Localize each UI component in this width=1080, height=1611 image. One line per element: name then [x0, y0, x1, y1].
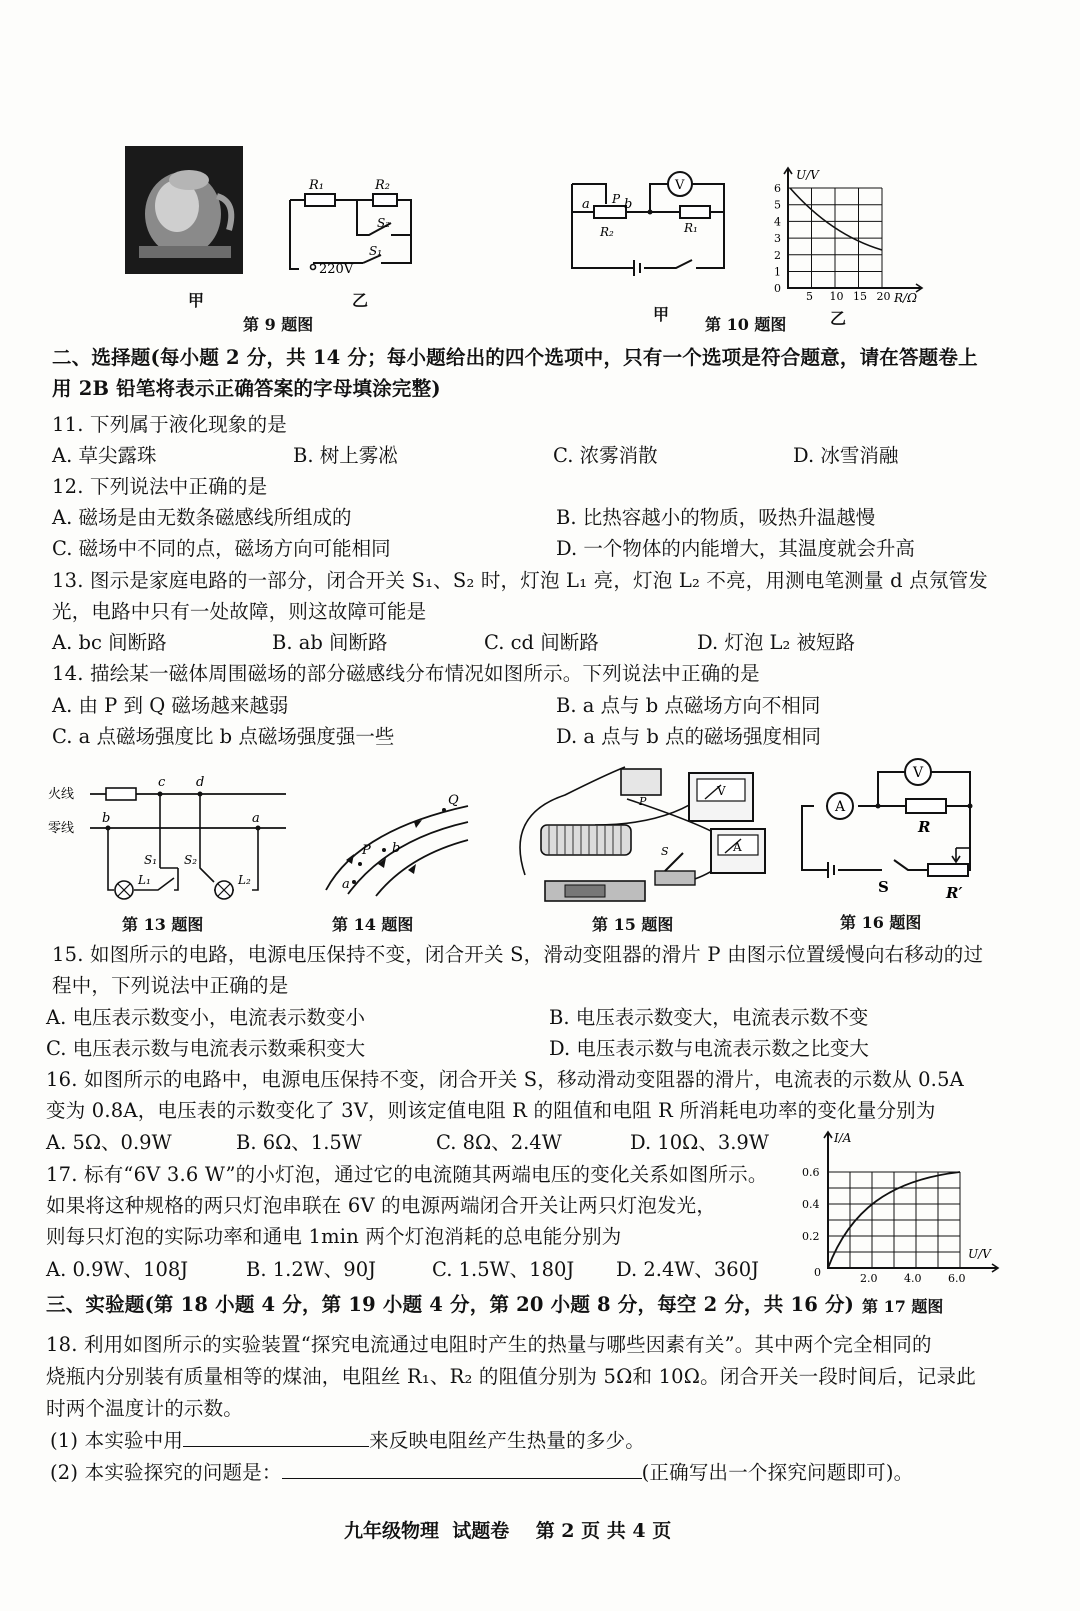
fig10-left-label: 甲 [653, 305, 670, 324]
page-footer: 九年级物理 试题卷 第 2 页 共 4 页 [344, 1520, 672, 1542]
q14-stem: 14. 描绘某一磁体周围磁场的部分磁感线分布情况如图所示。下列说法中正确的是 [52, 662, 760, 685]
section3-title: 三、实验题(第 18 小题 4 分，第 19 小题 4 分，第 20 小题 8 分，每空 2 分，共 16 分) [46, 1293, 855, 1316]
q17-option-d: D. 2.4W、360J [616, 1258, 759, 1281]
fig13-b-label: b [102, 811, 111, 826]
fig17-xaxis-label: U/V [968, 1247, 991, 1261]
fig14-field-lines [318, 790, 478, 900]
fig10-grid [788, 188, 882, 288]
section2-line2: 用 2B 铅笔将表示正确答案的字母填涂完整) [52, 377, 441, 400]
q18-line3: 时两个温度计的示数。 [46, 1397, 244, 1420]
fig9-caption: 第 9 题图 [243, 315, 314, 334]
fig10-xaxis-label: R/Ω [894, 291, 918, 305]
fig10-xtick: 10 [829, 290, 844, 303]
fig17-ytick: 0 [814, 1266, 821, 1279]
fig15-a-label: A [733, 840, 742, 854]
q17-option-a: A. 0.9W、108J [46, 1258, 189, 1281]
q14-option-d: D. a 点与 b 点的磁场强度相同 [556, 725, 822, 748]
fig10-r2-label: R₂ [600, 225, 614, 239]
fig9-s1-label: S₁ [369, 244, 383, 258]
q13-line1: 13. 图示是家庭电路的一部分，闭合开关 S₁、S₂ 时，灯泡 L₁ 亮，灯泡 L₂ 不亮，用测电笔测量 d 点氖管发 [52, 569, 988, 592]
fig10-xtick: 15 [853, 290, 867, 303]
fig10-p-label: P [612, 192, 621, 206]
fig10-ytick: 0 [774, 282, 781, 296]
kettle-photo-drawing [125, 146, 243, 274]
fig16-caption: 第 16 题图 [840, 913, 922, 932]
q11-option-c: C. 浓雾消散 [553, 444, 658, 467]
fig10-xtick: 5 [806, 290, 813, 303]
q13-option-d: D. 灯泡 L₂ 被短路 [697, 631, 855, 654]
q15-line2: 程中，下列说法中正确的是 [52, 974, 289, 997]
fig16-a-label: A [835, 799, 846, 815]
fig10-circuit [568, 170, 743, 275]
q11-option-b: B. 树上雾凇 [293, 444, 398, 467]
fig10-ytick: 5 [774, 198, 781, 212]
fig17-ytick: 0.6 [802, 1166, 820, 1179]
fig9-left-label: 甲 [188, 291, 205, 310]
fig17-ytick: 0.2 [802, 1230, 820, 1243]
kettle-photo [125, 146, 243, 274]
fig10-r1-label: R₁ [684, 221, 698, 235]
fig16-r-label: R [918, 818, 931, 836]
fig14-b-label: b [392, 841, 401, 856]
q17-option-b: B. 1.2W、90J [246, 1258, 376, 1281]
fig9-voltage-label: 220V [319, 262, 354, 277]
fig10-ytick: 3 [774, 232, 781, 246]
q13-line2: 光，电路中只有一处故障，则这故障可能是 [52, 600, 427, 623]
fig13-fire-label: 火线 [48, 787, 75, 802]
fig16-s-label: S [878, 878, 889, 896]
q18-sub2-suffix: (正确写出一个探究问题即可)。 [641, 1461, 914, 1484]
q15-option-b: B. 电压表示数变大，电流表示数不变 [549, 1006, 869, 1029]
q18-blank1[interactable] [183, 1428, 369, 1447]
q17-line3: 则每只灯泡的实际功率和通电 1min 两个灯泡消耗的总电能分别为 [46, 1225, 622, 1248]
q11-option-a: A. 草尖露珠 [52, 444, 157, 467]
fig17-xtick: 4.0 [904, 1272, 922, 1285]
q12-stem: 12. 下列说法中正确的是 [52, 475, 268, 498]
q16-option-d: D. 10Ω、3.9W [630, 1131, 769, 1154]
q17-line2: 如果将这种规格的两只灯泡串联在 6V 的电源两端闭合开关让两只灯泡发光， [46, 1194, 717, 1217]
fig15-s-label: S [661, 845, 669, 858]
fig10-right-label: 乙 [830, 309, 847, 328]
fig16-circuit [798, 752, 978, 902]
q16-option-c: C. 8Ω、2.4W [436, 1131, 562, 1154]
q13-option-c: C. cd 间断路 [484, 631, 599, 654]
q13-option-b: B. ab 间断路 [272, 631, 388, 654]
q12-option-c: C. 磁场中不同的点，磁场方向可能相同 [52, 537, 391, 560]
fig17-xtick: 6.0 [948, 1272, 966, 1285]
fig13-a-label: a [252, 811, 260, 826]
fig9-circuit [285, 175, 425, 285]
fig13-d-label: d [196, 775, 205, 790]
fig9-s2-label: S₂ [377, 216, 391, 230]
fig10-ytick: 4 [774, 215, 781, 229]
q14-option-b: B. a 点与 b 点磁场方向不相同 [556, 694, 821, 717]
fig9-r1-label: R₁ [309, 178, 324, 193]
q15-line1: 15. 如图所示的电路，电源电压保持不变，闭合开关 S，滑动变阻器的滑片 P 由图示位置缓慢向右移动的过 [52, 943, 984, 966]
q18-blank2[interactable] [282, 1460, 642, 1479]
fig17-graph [800, 1130, 1005, 1290]
fig17-xtick: 2.0 [860, 1272, 878, 1285]
fig15-apparatus [505, 755, 770, 913]
fig17-ytick: 0.4 [802, 1198, 820, 1211]
fig13-l1-label: L₁ [138, 873, 151, 887]
fig9-right-label: 乙 [352, 291, 369, 310]
q14-option-a: A. 由 P 到 Q 磁场越来越弱 [52, 694, 289, 717]
fig10-yaxis-label: U/V [796, 168, 819, 182]
fig15-p-label: P [639, 795, 647, 808]
fig13-l2-label: L₂ [238, 873, 251, 887]
q12-option-a: A. 磁场是由无数条磁感线所组成的 [52, 506, 352, 529]
section2-line1: 二、选择题(每小题 2 分，共 14 分；每小题给出的四个选项中，只有一个选项是符合题意，请在答题卷上 [52, 346, 978, 369]
fig13-c-label: c [158, 775, 166, 790]
q11-stem: 11. 下列属于液化现象的是 [52, 413, 288, 436]
q18-sub2 [50, 1460, 913, 1486]
fig14-q-label: Q [448, 793, 459, 808]
q17-option-c: C. 1.5W、180J [432, 1258, 575, 1281]
fig17-grid [828, 1172, 960, 1268]
fig10-ytick: 6 [774, 182, 781, 195]
fig13-circuit [48, 772, 288, 902]
fig14-a-label: a [342, 877, 350, 892]
fig15-v-label: V [717, 784, 726, 798]
fig14-p-label: P [362, 843, 371, 858]
fig10-b-label: b [624, 197, 633, 212]
q18-sub1 [50, 1428, 645, 1454]
fig15-caption: 第 15 题图 [592, 915, 674, 934]
fig10-v-label: V [675, 178, 685, 193]
fig10-ytick: 2 [774, 248, 781, 262]
fig16-rp-label: R′ [946, 884, 963, 902]
q13-option-a: A. bc 间断路 [52, 631, 167, 654]
fig10-xtick: 20 [876, 290, 891, 303]
fig13-caption: 第 13 题图 [122, 915, 204, 934]
q15-option-d: D. 电压表示数与电流表示数之比变大 [549, 1037, 869, 1060]
q18-line1: 18. 利用如图所示的实验装置“探究电流通过电阻时产生的热量与哪些因素有关”。其中两个完全相同的 [46, 1333, 932, 1356]
fig16-v-label: V [913, 765, 924, 781]
fig13-s1-label: S₁ [144, 853, 158, 867]
fig10-graph [772, 168, 932, 308]
q18-sub2-prefix: (2) 本实验探究的问题是： [50, 1461, 282, 1484]
fig17-yaxis-label: I/A [834, 1131, 852, 1145]
fig14-caption: 第 14 题图 [332, 915, 414, 934]
fig9-r2-label: R₂ [375, 178, 390, 193]
fig10-a-label: a [582, 197, 590, 212]
q12-option-d: D. 一个物体的内能增大，其温度就会升高 [556, 537, 915, 560]
q16-option-a: A. 5Ω、0.9W [46, 1131, 172, 1154]
fig10-caption: 第 10 题图 [705, 315, 787, 334]
q16-line1: 16. 如图所示的电路中，电源电压保持不变，闭合开关 S，移动滑动变阻器的滑片，电流表的示数从 0.5A [46, 1068, 964, 1091]
q16-line2: 变为 0.8A，电压表的示数变化了 3V，则该定值电阻 R 的阻值和电阻 R 所消耗电功率的变化量分别为 [46, 1099, 936, 1122]
q16-option-b: B. 6Ω、1.5W [236, 1131, 362, 1154]
q18-sub1-suffix: 来反映电阻丝产生热量的多少。 [369, 1429, 645, 1452]
fig10-ytick: 1 [774, 265, 781, 279]
q15-option-c: C. 电压表示数与电流表示数乘积变大 [46, 1037, 366, 1060]
q18-line2: 烧瓶内分别装有质量相等的煤油，电阻丝 R₁、R₂ 的阻值分别为 5Ω和 10Ω。闭合开关一段时间后，记录此 [46, 1365, 976, 1388]
fig10-curve [790, 188, 882, 250]
fig17-caption: 第 17 题图 [862, 1297, 944, 1316]
q17-line1: 17. 标有“6V 3.6 W”的小灯泡，通过它的电流随其两端电压的变化关系如图所示。 [46, 1163, 768, 1186]
fig13-s2-label: S₂ [184, 853, 198, 867]
q18-sub1-prefix: (1) 本实验中用 [50, 1429, 184, 1452]
fig13-zero-label: 零线 [48, 821, 75, 836]
q11-option-d: D. 冰雪消融 [793, 444, 899, 467]
q12-option-b: B. 比热容越小的物质，吸热升温越慢 [556, 506, 876, 529]
q15-option-a: A. 电压表示数变小，电流表示数变小 [46, 1006, 365, 1029]
q14-option-c: C. a 点磁场强度比 b 点磁场强度强一些 [52, 725, 395, 748]
